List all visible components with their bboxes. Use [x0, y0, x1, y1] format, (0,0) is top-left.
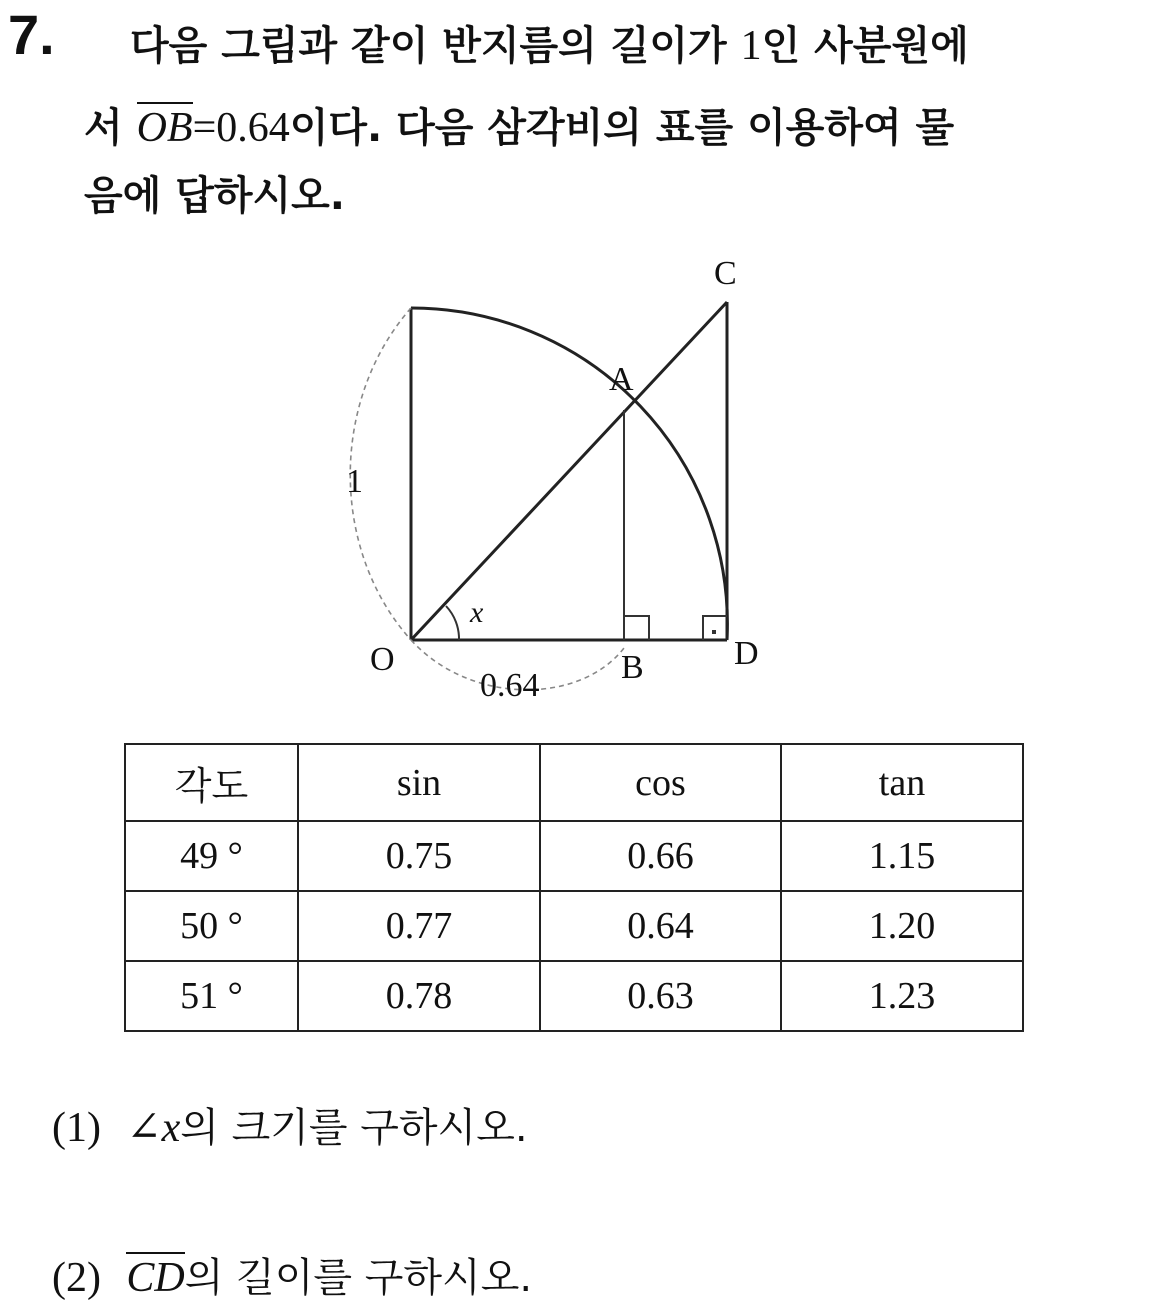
table-row [125, 961, 1023, 1031]
label-d: D [734, 635, 759, 672]
label-a: A [609, 361, 634, 398]
question-2-text: 의 길이를 구하시오. [184, 1255, 533, 1301]
problem-text-line-2-a: 서 [84, 105, 137, 151]
table-cell: 0.77 [298, 891, 540, 961]
table-cell: 0.66 [540, 821, 781, 891]
label-o: O [370, 641, 395, 678]
angle-symbol: ∠ [126, 1105, 162, 1151]
table-cell: 0.63 [540, 961, 781, 1031]
question-1-variable: x [161, 1105, 181, 1151]
question-1 [52, 1096, 528, 1153]
label-radius: 1 [346, 463, 363, 500]
question-2-number: (2) [52, 1255, 101, 1301]
problem-text-line-1 [130, 14, 969, 71]
table-header-angle: 각도 [125, 744, 298, 821]
question-1-number: (1) [52, 1105, 101, 1151]
table-cell: 0.64 [540, 891, 781, 961]
angle-x-arc [446, 606, 459, 640]
table-row [125, 821, 1023, 891]
table-cell: 50 ° [125, 891, 298, 961]
line-oc [411, 302, 727, 640]
label-c: C [714, 255, 737, 292]
table-header-row [125, 744, 1023, 821]
question-1-text: 의 크기를 구하시오. [180, 1105, 528, 1151]
label-ob-length: 0.64 [480, 667, 540, 704]
problem-text-line-2-b: 이다. 다음 삼각비의 표를 이용하여 물 [289, 105, 955, 151]
quarter-circle-figure [320, 250, 790, 710]
ob-equation: =0.64 [192, 105, 290, 151]
problem-text-line-1-a: 다음 그림과 같이 반지름의 길이가 [130, 23, 741, 69]
question-2 [52, 1246, 532, 1303]
table-cell: 0.78 [298, 961, 540, 1031]
right-angle-mark-b [624, 616, 649, 640]
table-cell: 1.20 [781, 891, 1023, 961]
table-header-sin: sin [298, 744, 540, 821]
right-angle-dot-d [712, 630, 716, 634]
problem-number: 7. [8, 3, 55, 66]
radius-value: 1 [740, 23, 762, 69]
segment-ob: OB [137, 102, 193, 150]
right-angle-mark-d [703, 616, 727, 640]
table-cell: 0.75 [298, 821, 540, 891]
problem-text-line-2 [84, 96, 954, 153]
table-cell: 1.23 [781, 961, 1023, 1031]
label-b: B [621, 649, 644, 686]
table-cell: 49 ° [125, 821, 298, 891]
table-header-tan: tan [781, 744, 1023, 821]
label-angle-x: x [470, 596, 484, 629]
table-cell: 51 ° [125, 961, 298, 1031]
trig-table [124, 743, 1024, 1032]
table-header-cos: cos [540, 744, 781, 821]
problem-text-line-3: 음에 답하시오. [84, 173, 345, 219]
table-row [125, 891, 1023, 961]
table-cell: 1.15 [781, 821, 1023, 891]
problem-text-line-1-b: 인 사분원에 [761, 23, 969, 69]
segment-cd-label: CD [126, 1252, 184, 1300]
